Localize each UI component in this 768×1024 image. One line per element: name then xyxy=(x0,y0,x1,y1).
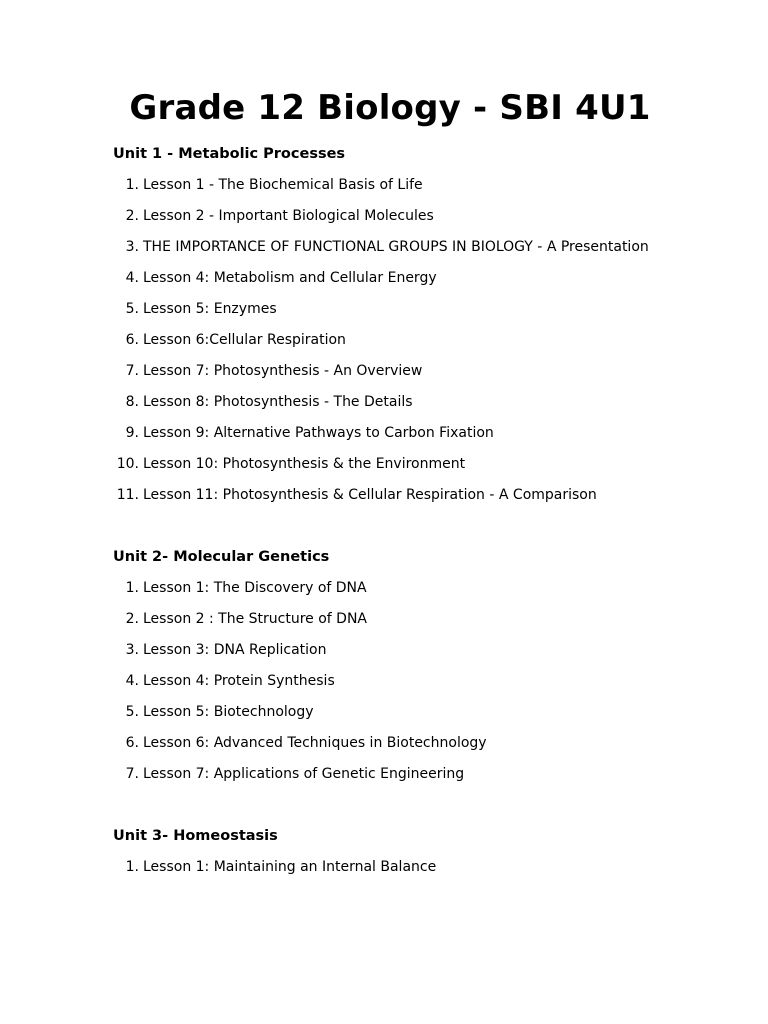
lesson-item xyxy=(113,671,733,691)
lesson-number: 10. xyxy=(116,456,139,472)
unit-heading: Unit 2- Molecular Genetics xyxy=(113,549,330,565)
unit-section xyxy=(113,144,733,516)
lesson-number: 7. xyxy=(125,363,139,379)
lesson-title: Lesson 1: Maintaining an Internal Balance xyxy=(143,859,437,875)
lesson-number: 5. xyxy=(125,704,139,720)
lesson-number: 2. xyxy=(125,611,139,627)
lesson-number: 8. xyxy=(125,394,139,410)
lesson-item xyxy=(113,237,733,257)
lesson-title: Lesson 11: Photosynthesis & Cellular Respiration - A Comparison xyxy=(143,487,597,503)
lesson-title: Lesson 5: Biotechnology xyxy=(143,704,314,720)
unit-heading: Unit 3- Homeostasis xyxy=(113,828,278,844)
lesson-title: Lesson 10: Photosynthesis & the Environment xyxy=(143,456,466,472)
unit-section xyxy=(113,547,733,795)
lesson-number: 7. xyxy=(125,766,139,782)
lesson-item xyxy=(113,578,733,598)
lesson-list xyxy=(113,175,733,505)
lesson-item xyxy=(113,361,733,381)
lesson-item xyxy=(113,299,733,319)
lesson-list xyxy=(113,578,733,784)
lesson-item xyxy=(113,206,733,226)
lesson-title: Lesson 4: Protein Synthesis xyxy=(143,673,335,689)
lesson-number: 4. xyxy=(125,673,139,689)
lesson-title: Lesson 5: Enzymes xyxy=(143,301,277,317)
lesson-title: Lesson 2 - Important Biological Molecules xyxy=(143,208,434,224)
lesson-item xyxy=(113,764,733,784)
unit-section xyxy=(113,826,733,888)
unit-heading: Unit 1 - Metabolic Processes xyxy=(113,146,346,162)
lesson-number: 6. xyxy=(125,735,139,751)
lesson-title: Lesson 9: Alternative Pathways to Carbon Fixation xyxy=(143,425,494,441)
lesson-item xyxy=(113,454,733,474)
lesson-title: Lesson 1 - The Biochemical Basis of Life xyxy=(143,177,423,193)
lesson-title: Lesson 6:Cellular Respiration xyxy=(143,332,346,348)
lesson-item xyxy=(113,268,733,288)
lesson-item xyxy=(113,330,733,350)
document-title: Grade 12 Biology - SBI 4U1 xyxy=(129,88,651,128)
lesson-item xyxy=(113,702,733,722)
lesson-title: Lesson 7: Photosynthesis - An Overview xyxy=(143,363,423,379)
lesson-number: 2. xyxy=(125,208,139,224)
lesson-item xyxy=(113,485,733,505)
lesson-title: THE IMPORTANCE OF FUNCTIONAL GROUPS IN BIOLOGY - A Presentation xyxy=(143,239,649,255)
lesson-item xyxy=(113,423,733,443)
lesson-title: Lesson 7: Applications of Genetic Engineering xyxy=(143,766,465,782)
lesson-title: Lesson 6: Advanced Techniques in Biotechnology xyxy=(143,735,487,751)
lesson-title: Lesson 4: Metabolism and Cellular Energy xyxy=(143,270,437,286)
lesson-item xyxy=(113,733,733,753)
lesson-number: 4. xyxy=(125,270,139,286)
lesson-number: 5. xyxy=(125,301,139,317)
lesson-item xyxy=(113,392,733,412)
lesson-number: 3. xyxy=(125,239,139,255)
lesson-number: 1. xyxy=(125,580,139,596)
lesson-number: 1. xyxy=(125,859,139,875)
lesson-item xyxy=(113,609,733,629)
lesson-number: 6. xyxy=(125,332,139,348)
lesson-number: 1. xyxy=(125,177,139,193)
lesson-item xyxy=(113,640,733,660)
lesson-title: Lesson 8: Photosynthesis - The Details xyxy=(143,394,413,410)
lesson-item xyxy=(113,857,733,877)
lesson-title: Lesson 2 : The Structure of DNA xyxy=(143,611,368,627)
lesson-title: Lesson 3: DNA Replication xyxy=(143,642,327,658)
lesson-item xyxy=(113,175,733,195)
lesson-number: 3. xyxy=(125,642,139,658)
lesson-number: 11. xyxy=(116,487,139,503)
lesson-number: 9. xyxy=(125,425,139,441)
lesson-list xyxy=(113,857,733,877)
lesson-title: Lesson 1: The Discovery of DNA xyxy=(143,580,367,596)
